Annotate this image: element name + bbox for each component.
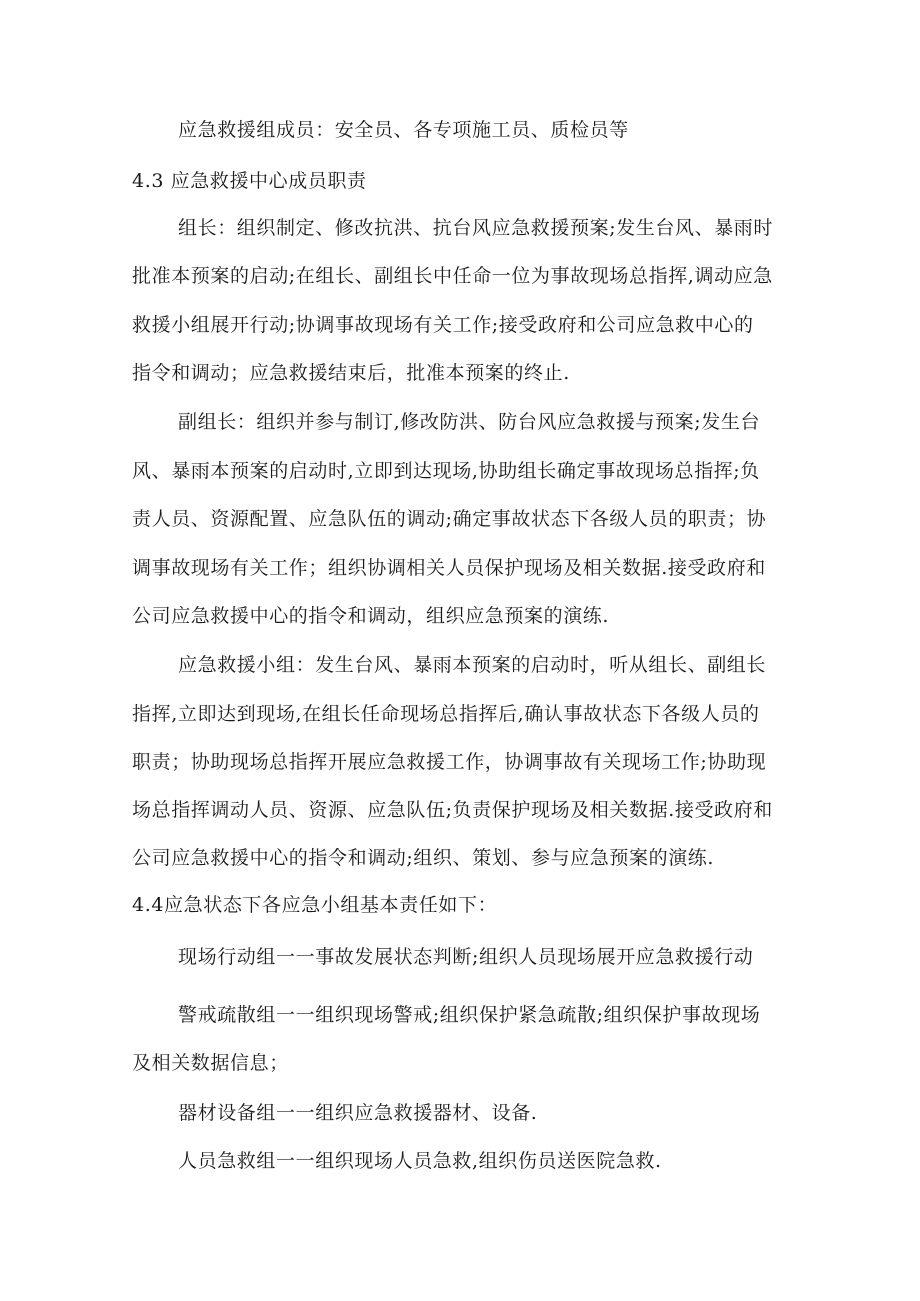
paragraph-deputy-line-2: 风、暴雨本预案的启动时,立即到达现场,协助组长确定事故现场总指挥;负 [132,460,760,482]
paragraph-leader-line-2: 批准本预案的启动;在组长、副组长中任命一位为事故现场总指挥,调动应急 [132,265,773,287]
paragraph-rescue-team-line-3: 职责；协助现场总指挥开展应急救援工作，协调事故有关现场工作;协助现 [132,751,767,773]
list-item-evacuation-line-1: 警戒疏散组一一组织现场警戒;组织保护紧急疏散;组织保护事故现场 [178,1004,761,1026]
paragraph-rescue-team-line-2: 指挥,立即达到现场,在组长任命现场总指挥后,确认事故状态下各级人员的 [132,703,760,725]
list-item-equipment: 器材设备组一一组织应急救援器材、设备. [178,1102,538,1124]
paragraph-team-members: 应急救援组成员：安全员、各专项施工员、质检员等 [178,119,629,141]
paragraph-deputy-line-4: 调事故现场有关工作；组织协调相关人员保护现场及相关数据.接受政府和 [132,557,766,579]
paragraph-leader-line-1: 组长：组织制定、修改抗洪、抗台风应急救援预案;发生台风、暴雨时 [178,217,774,239]
list-item-first-aid: 人员急救组一一组织现场人员急救,组织伤员送医院急救. [178,1150,662,1172]
paragraph-deputy-line-5: 公司应急救援中心的指令和调动，组织应急预案的演练. [132,605,610,627]
paragraph-rescue-team-line-5: 公司应急救援中心的指令和调动;组织、策划、参与应急预案的演练. [132,847,715,869]
list-item-evacuation-line-2: 及相关数据信息； [132,1052,289,1074]
paragraph-deputy-line-3: 责人员、资源配置、应急队伍的调动;确定事故状态下各级人员的职责；协 [132,508,767,530]
paragraph-rescue-team-line-4: 场总指挥调动人员、资源、应急队伍;负责保护现场及相关数据.接受政府和 [132,799,773,821]
paragraph-leader-line-3: 救援小组展开行动;协调事故现场有关工作;接受政府和公司应急救中心的 [132,314,754,336]
section-heading-4-3: 4.3 应急救援中心成员职责 [132,170,367,192]
paragraph-deputy-line-1: 副组长：组织并参与制订,修改防洪、防台风应急救援与预案;发生台 [178,411,761,433]
section-heading-4-4: 4.4应急状态下各应急小组基本责任如下： [132,894,498,916]
list-item-field-action: 现场行动组一一事故发展状态判断;组织人员现场展开应急救援行动 [178,946,754,968]
paragraph-leader-line-4: 指令和调动；应急救援结束后，批准本预案的终止. [132,362,570,384]
paragraph-rescue-team-line-1: 应急救援小组：发生台风、暴雨本预案的启动时，听从组长、副组长 [178,654,767,676]
